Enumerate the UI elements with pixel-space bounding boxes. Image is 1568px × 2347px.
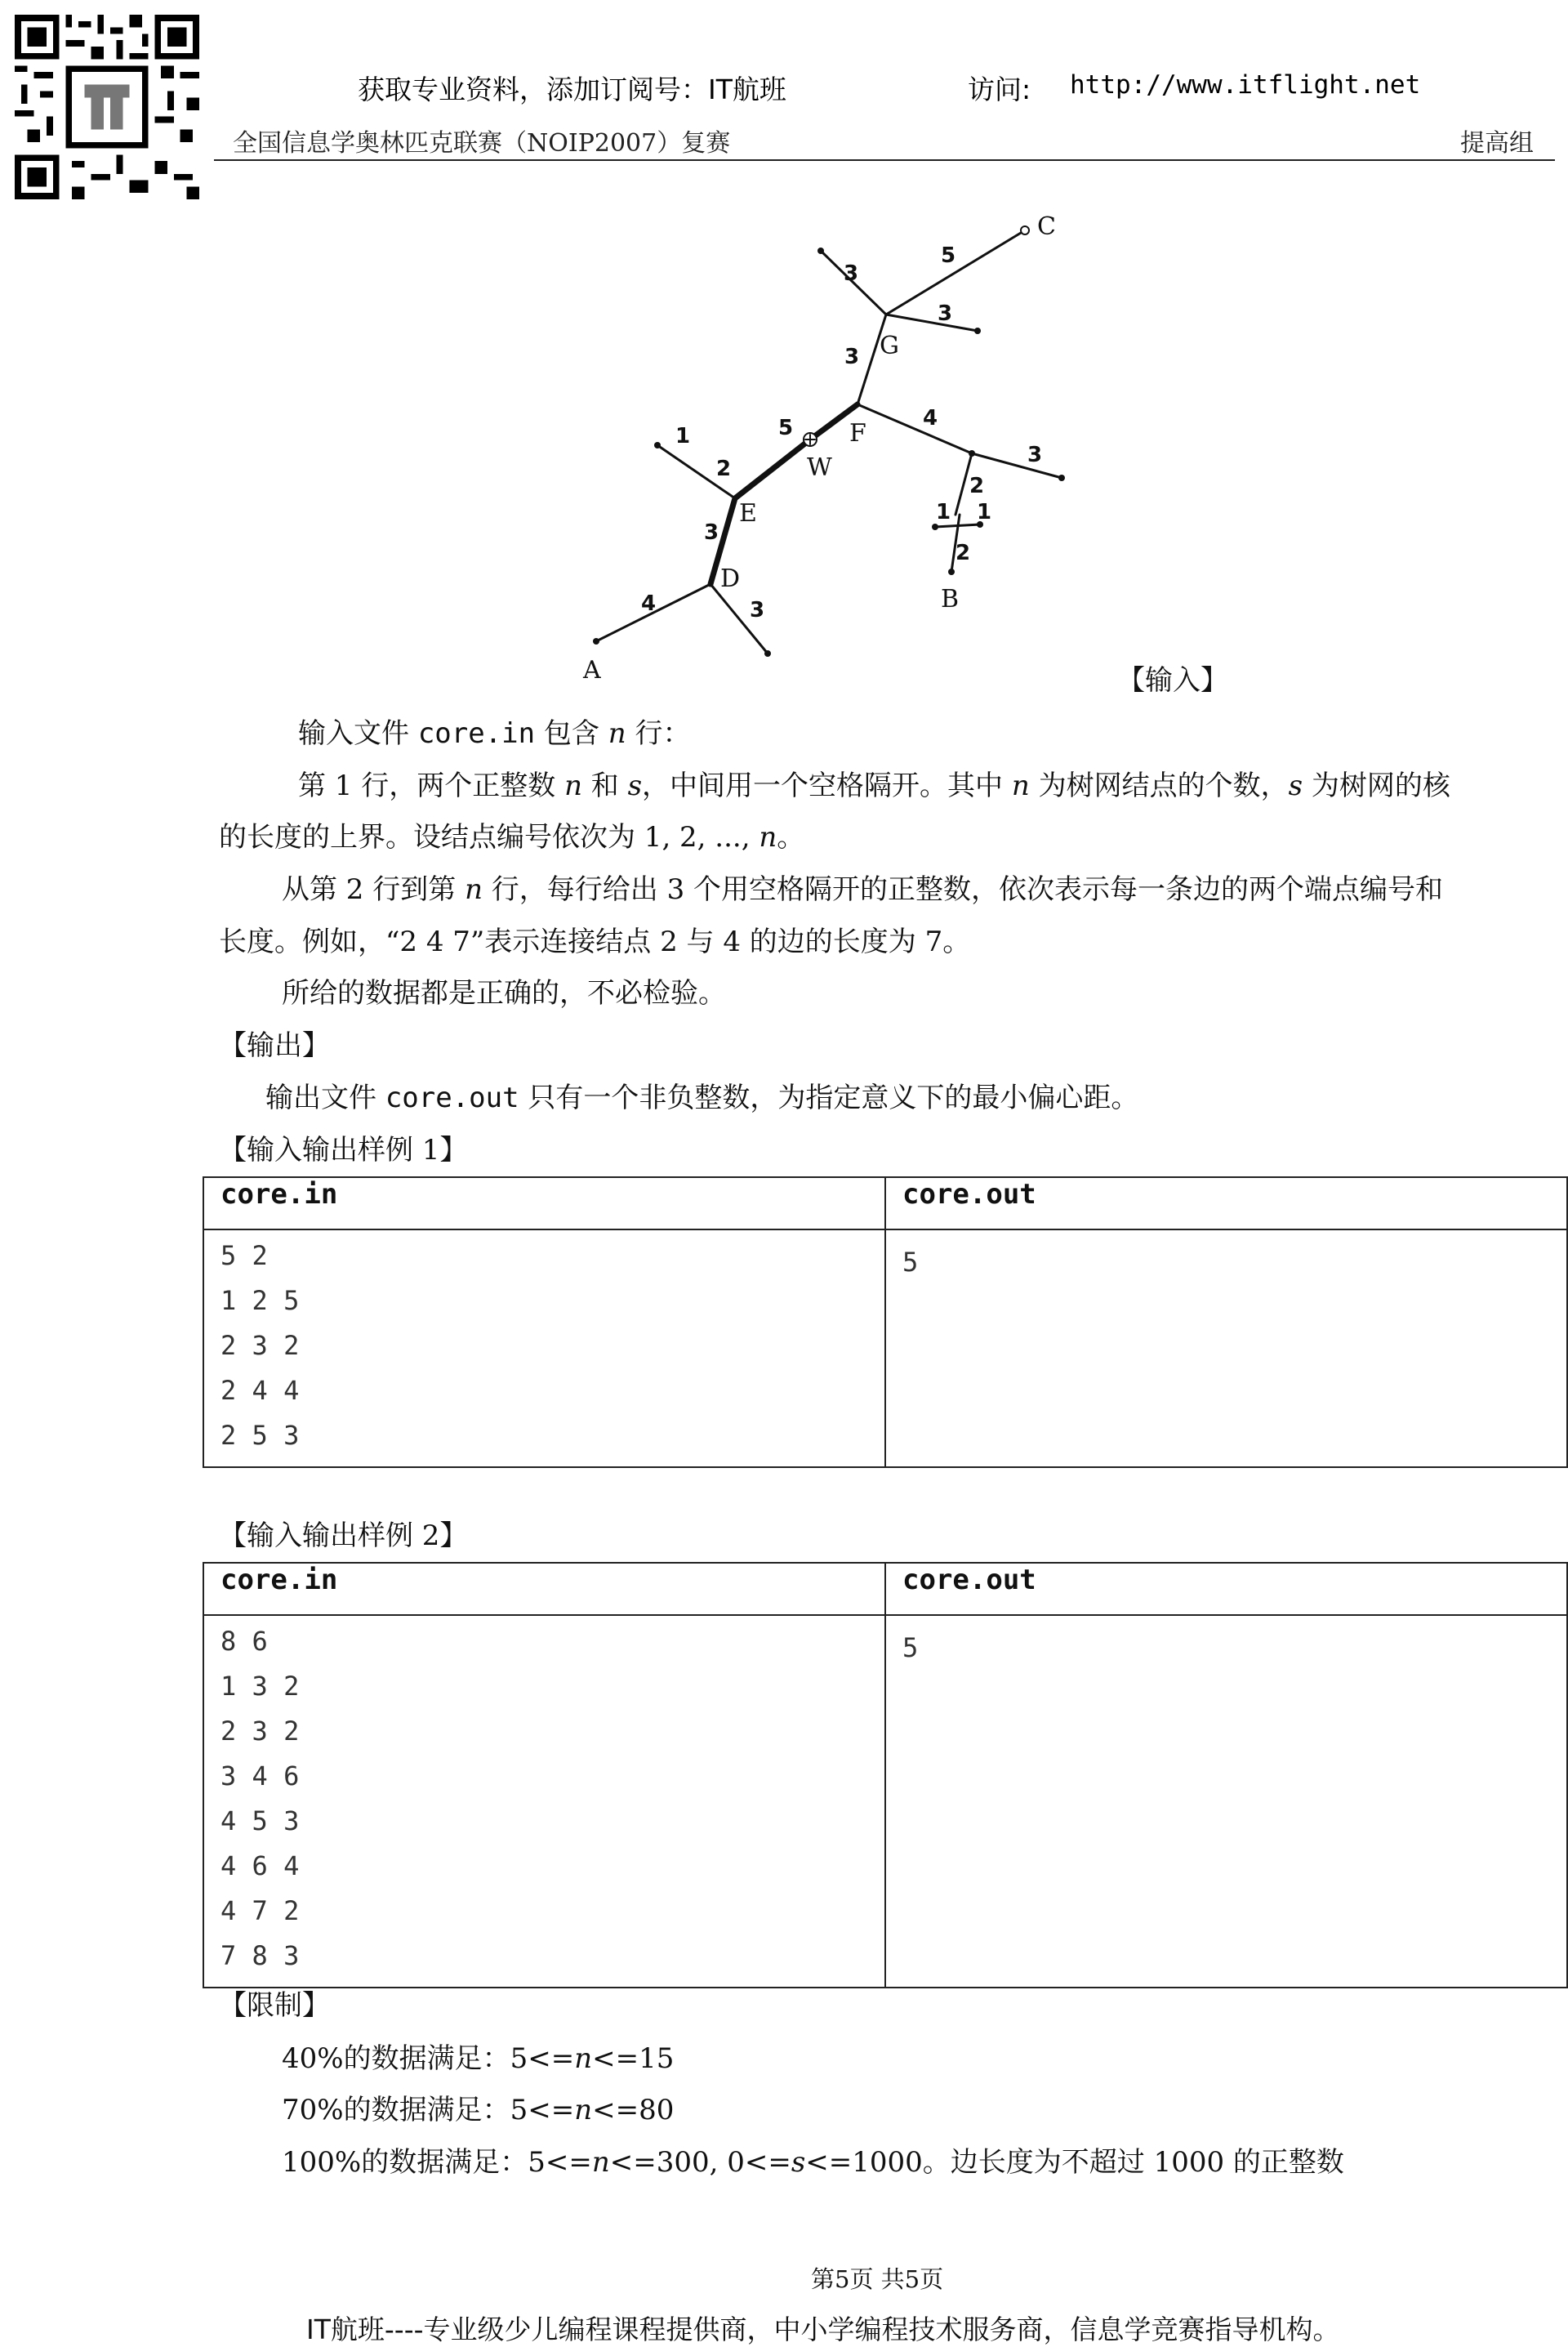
limit-line-3: 100%的数据满足：5<=n<=300, 0<=s<=1000。边长度为不超过 1000 的正整数 [282, 2146, 1344, 2179]
tree-network-figure [572, 208, 1094, 690]
limits-heading: 【限制】 [219, 1989, 330, 2022]
sample2-output-cell [885, 1615, 1567, 1988]
sample1-table [203, 1176, 1568, 1468]
input-paragraph-4: 从第 2 行到第 n 行，每行给出 3 个用空格隔开的正整数，依次表示每一条边的两个端点编号和 [282, 873, 1444, 906]
node-label: A [583, 656, 601, 685]
node-label: G [880, 332, 899, 360]
sample2-heading: 【输入输出样例 2】 [219, 1519, 468, 1552]
edge-weight: 2 [969, 474, 985, 498]
edge-weight: 2 [716, 457, 732, 481]
edge-weight: 3 [844, 261, 859, 286]
promo-visit-label: 访问: [968, 74, 1031, 105]
sample2-col-out: core.out [885, 1563, 1567, 1615]
sample2-input-line: 4 5 3 [220, 1805, 300, 1836]
sample1-input-line: 2 4 4 [220, 1375, 300, 1406]
edge-weight: 3 [704, 520, 719, 545]
input-paragraph-2: 第 1 行，两个正整数 n 和 s，中间用一个空格隔开。其中 n 为树网结点的个数，s 为树网的核 [298, 770, 1450, 802]
sample1-input-line: 5 2 [220, 1240, 268, 1271]
edge-weight: 5 [778, 416, 794, 440]
group-label: 提高组 [1460, 129, 1534, 158]
sample2-table [203, 1562, 1568, 1988]
node-label: B [941, 585, 960, 614]
sample1-col-out: core.out [885, 1177, 1567, 1229]
node-label: D [720, 564, 741, 593]
edge-weight: 3 [1027, 443, 1043, 467]
sample2-output-value: 5 [902, 1632, 919, 1663]
page-number: 第5页 共5页 [811, 2265, 944, 2293]
sample1-input-cell [203, 1229, 885, 1467]
input-heading: 【输入】 [1117, 664, 1228, 697]
promo-text: 获取专业资料，添加订阅号：IT航班 [358, 74, 786, 105]
sample2-col-in: core.in [203, 1563, 885, 1615]
sample1-col-in: core.in [203, 1177, 885, 1229]
sample2-input-line: 1 3 2 [220, 1671, 300, 1702]
limit-line-1: 40%的数据满足：5<=n<=15 [282, 2042, 675, 2075]
edge-weight: 3 [750, 598, 765, 622]
edge-weight: 3 [938, 301, 953, 326]
sample2-input-line: 2 3 2 [220, 1716, 300, 1747]
footer-tagline: IT航班----专业级少儿编程课程提供商，中小学编程技术服务商，信息学竞赛指导机构。 [306, 2314, 1340, 2345]
input-paragraph-5: 长度。例如，“2 4 7”表示连接结点 2 与 4 的边的长度为 7。 [219, 926, 971, 958]
sample1-output-cell [885, 1229, 1567, 1467]
sample2-input-line: 4 6 4 [220, 1850, 300, 1881]
node-label: W [807, 453, 832, 482]
edge-weight: 3 [844, 345, 860, 369]
sample2-input-cell [203, 1615, 885, 1988]
qr-code-icon [15, 15, 199, 199]
input-paragraph-1: 输入文件 core.in 包含 n 行： [298, 717, 691, 750]
sample1-input-line: 2 5 3 [220, 1420, 300, 1451]
edge-weight: 1 [936, 500, 951, 524]
sample2-input-line: 7 8 3 [220, 1940, 300, 1971]
sample1-output-value: 5 [902, 1247, 919, 1278]
header-divider [214, 159, 1555, 161]
input-paragraph-3: 的长度的上界。设结点编号依次为 1, 2, ..., n。 [219, 821, 805, 854]
input-paragraph-6: 所给的数据都是正确的，不必检验。 [282, 977, 726, 1010]
promo-url-link[interactable]: http://www.itflight.net [1070, 70, 1421, 100]
sample2-input-line: 3 4 6 [220, 1760, 300, 1791]
sample1-input-line: 2 3 2 [220, 1330, 300, 1361]
node-label: C [1037, 212, 1056, 241]
output-heading: 【输出】 [219, 1029, 330, 1062]
sample2-input-line: 4 7 2 [220, 1895, 300, 1926]
node-label: E [739, 499, 757, 528]
sample1-input-line: 1 2 5 [220, 1285, 300, 1316]
limit-line-2: 70%的数据满足：5<=n<=80 [282, 2094, 675, 2126]
node-label: F [849, 419, 866, 448]
sample2-input-line: 8 6 [220, 1626, 268, 1657]
sample1-heading: 【输入输出样例 1】 [219, 1134, 468, 1167]
contest-title: 全国信息学奥林匹克联赛（NOIP2007）复赛 [233, 129, 731, 158]
edge-weight: 1 [675, 424, 691, 448]
edge-weight: 1 [977, 500, 992, 524]
output-paragraph: 输出文件 core.out 只有一个非负整数，为指定意义下的最小偏心距。 [265, 1082, 1139, 1114]
edge-weight: 4 [641, 591, 657, 616]
edge-weight: 2 [956, 541, 971, 565]
edge-weight: 4 [923, 406, 938, 431]
edge-weight: 5 [941, 243, 956, 268]
